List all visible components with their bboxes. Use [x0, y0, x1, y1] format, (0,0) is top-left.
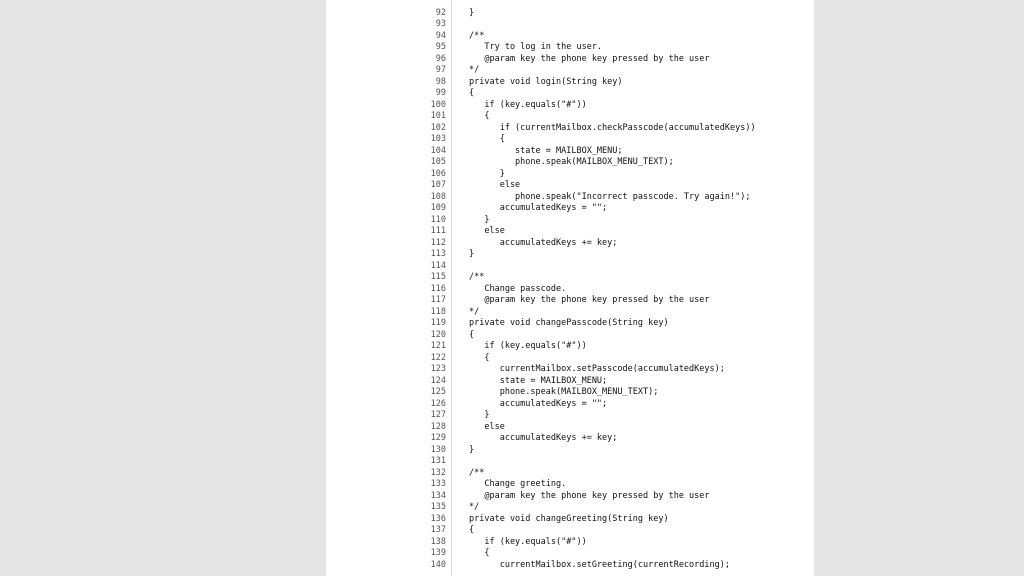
code-line	[326, 249, 814, 261]
line-number: 131	[430, 456, 446, 466]
line-number: 98	[435, 76, 446, 87]
code-line	[326, 307, 814, 319]
code-line	[326, 123, 814, 135]
code-text: phone.speak(MAILBOX_MENU_TEXT);	[469, 387, 659, 397]
code-text: {	[469, 352, 490, 363]
code-text: accumulatedKeys += key;	[469, 433, 618, 443]
code-text: if (key.equals("#"))	[469, 536, 587, 547]
line-number: 111	[430, 226, 446, 236]
line-number: 103	[430, 134, 446, 144]
code-line	[326, 261, 814, 273]
code-text: }	[469, 444, 475, 455]
line-number: 135	[430, 502, 446, 512]
line-number: 117	[430, 295, 446, 305]
code-line	[326, 295, 814, 307]
code-line	[326, 376, 814, 388]
code-line	[326, 502, 814, 514]
line-number: 107	[430, 180, 446, 190]
code-line	[326, 111, 814, 123]
line-number: 130	[430, 444, 446, 455]
code-text: else	[469, 421, 505, 432]
code-line	[326, 491, 814, 503]
code-line	[326, 100, 814, 112]
code-text: {	[469, 134, 505, 144]
code-text: phone.speak(MAILBOX_MENU_TEXT);	[469, 157, 674, 167]
code-text: else	[469, 226, 505, 236]
code-line	[326, 433, 814, 445]
line-number: 125	[430, 387, 446, 397]
line-number: 104	[430, 145, 446, 156]
code-line	[326, 387, 814, 399]
code-text: }	[469, 214, 490, 225]
code-text: {	[469, 548, 490, 558]
code-text: accumulatedKeys += key;	[469, 237, 618, 248]
code-text: private void changeGreeting(String key)	[469, 513, 669, 524]
line-number: 92	[435, 7, 446, 18]
line-number: 110	[430, 214, 446, 225]
code-line	[326, 54, 814, 66]
line-number: 129	[430, 433, 446, 443]
code-line	[326, 330, 814, 342]
code-line	[326, 134, 814, 146]
code-line	[326, 514, 814, 526]
code-line	[326, 42, 814, 54]
code-text: {	[469, 329, 475, 340]
code-text: state = MAILBOX_MENU;	[469, 375, 608, 386]
line-number: 123	[430, 364, 446, 374]
code-line	[326, 215, 814, 227]
line-number: 122	[430, 352, 446, 363]
code-line	[326, 203, 814, 215]
code-text: }	[469, 410, 490, 420]
code-line	[326, 157, 814, 169]
code-line	[326, 479, 814, 491]
line-number: 136	[430, 513, 446, 524]
line-number: 134	[430, 490, 446, 501]
line-number: 126	[430, 398, 446, 409]
code-line	[326, 8, 814, 20]
line-number: 106	[430, 168, 446, 179]
code-text: if (key.equals("#"))	[469, 341, 587, 351]
line-number: 119	[430, 318, 446, 328]
code-text: accumulatedKeys = "";	[469, 203, 608, 213]
code-line	[326, 284, 814, 296]
code-line	[326, 238, 814, 250]
code-text: Try to log in the user.	[469, 42, 603, 52]
code-text: */	[469, 65, 480, 75]
line-number: 139	[430, 548, 446, 558]
line-number: 112	[430, 237, 446, 248]
code-line	[326, 548, 814, 560]
code-text: /**	[469, 467, 485, 478]
code-line	[326, 19, 814, 31]
code-line	[326, 226, 814, 238]
line-number: 101	[430, 111, 446, 121]
code-text: {	[469, 111, 490, 121]
code-text: */	[469, 502, 480, 512]
code-text: accumulatedKeys = "";	[469, 398, 608, 409]
line-number: 93	[435, 19, 446, 29]
code-line	[326, 353, 814, 365]
line-number: 97	[435, 65, 446, 75]
line-number: 137	[430, 525, 446, 535]
code-text: /**	[469, 272, 485, 282]
code-text: Change passcode.	[469, 283, 567, 294]
line-number: 120	[430, 329, 446, 340]
code-line	[326, 422, 814, 434]
code-line	[326, 318, 814, 330]
line-number: 118	[430, 306, 446, 317]
code-line	[326, 525, 814, 537]
code-page	[326, 0, 814, 576]
line-number: 128	[430, 421, 446, 432]
line-number: 116	[430, 283, 446, 294]
code-text: Change greeting.	[469, 479, 567, 489]
code-text: */	[469, 306, 480, 317]
code-text: }	[469, 249, 475, 259]
code-text: currentMailbox.setPasscode(accumulatedKeys);	[469, 364, 725, 374]
code-text: /**	[469, 30, 485, 41]
line-number: 124	[430, 375, 446, 386]
code-text: else	[469, 180, 521, 190]
line-number: 121	[430, 341, 446, 351]
line-number: 113	[430, 249, 446, 259]
line-number: 95	[435, 42, 446, 52]
line-number: 140	[430, 559, 446, 570]
line-number: 99	[435, 88, 446, 98]
line-number: 94	[435, 30, 446, 41]
code-line	[326, 77, 814, 89]
code-line	[326, 169, 814, 181]
code-listing	[326, 8, 814, 572]
code-text: }	[469, 7, 475, 18]
code-line	[326, 341, 814, 353]
code-line	[326, 364, 814, 376]
line-number: 105	[430, 157, 446, 167]
line-number: 96	[435, 53, 446, 64]
code-text: {	[469, 525, 475, 535]
code-text: currentMailbox.setGreeting(currentRecording);	[469, 559, 730, 570]
line-number: 102	[430, 122, 446, 133]
code-text: private void changePasscode(String key)	[469, 318, 669, 328]
code-text: }	[469, 168, 505, 179]
code-line	[326, 456, 814, 468]
line-number: 115	[430, 272, 446, 282]
code-text: if (currentMailbox.checkPasscode(accumulatedKeys))	[469, 122, 756, 133]
line-number: 138	[430, 536, 446, 547]
code-text: @param key the phone key pressed by the user	[469, 295, 710, 305]
line-number: 109	[430, 203, 446, 213]
code-text: @param key the phone key pressed by the user	[469, 490, 710, 501]
code-text: private void login(String key)	[469, 76, 623, 87]
code-line	[326, 537, 814, 549]
line-number: 127	[430, 410, 446, 420]
code-line	[326, 31, 814, 43]
code-text: state = MAILBOX_MENU;	[469, 145, 623, 156]
line-number: 132	[430, 467, 446, 478]
code-text: phone.speak("Incorrect passcode. Try again!");	[469, 191, 751, 202]
line-number: 108	[430, 191, 446, 202]
code-line	[326, 146, 814, 158]
code-line	[326, 88, 814, 100]
code-text: {	[469, 88, 475, 98]
code-line	[326, 65, 814, 77]
code-line	[326, 180, 814, 192]
code-line	[326, 560, 814, 572]
line-number: 100	[430, 99, 446, 110]
code-text: @param key the phone key pressed by the user	[469, 53, 710, 64]
line-number: 133	[430, 479, 446, 489]
code-line	[326, 272, 814, 284]
code-line	[326, 399, 814, 411]
code-line	[326, 445, 814, 457]
line-number: 114	[430, 260, 446, 271]
code-line	[326, 410, 814, 422]
code-line	[326, 468, 814, 480]
code-line	[326, 192, 814, 204]
code-text: if (key.equals("#"))	[469, 99, 587, 110]
